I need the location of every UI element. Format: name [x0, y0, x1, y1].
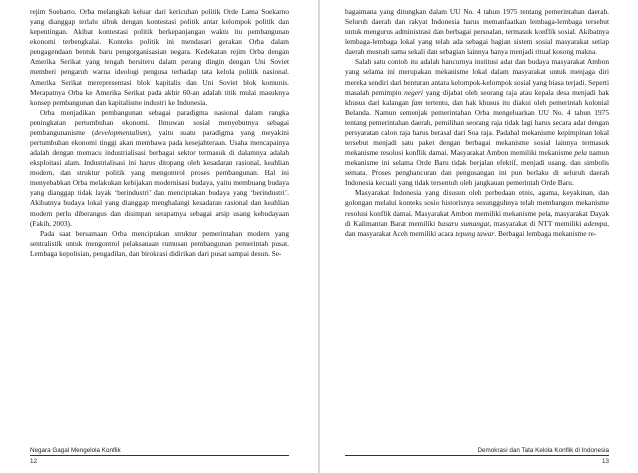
- right-page-number: 13: [601, 458, 609, 465]
- paragraph: [345, 7, 609, 57]
- text-run: , masyarakat di NTT memiliki: [489, 218, 584, 228]
- text-run: Masyarakat Indonesia yang disusun oleh perbedaan etnis, agama, keyakinan, dan golongan melalui konteks sosio historisnya sesungguhnya telah membangun mekanisme resolusi konflik damai. Masyarakat Ambon memiliki mekanisme pela, masyarakat Dayak di Kalimantan Barat memiliki: [345, 188, 609, 228]
- right-running-title: Demokrasi dan Tata Kelola Konflik di Indonesia: [477, 447, 609, 454]
- left-page-number: 12: [30, 458, 38, 465]
- italic-term: pela: [574, 148, 587, 158]
- italic-term: developmentalism: [94, 127, 148, 137]
- italic-term: tepung tawar: [455, 228, 495, 238]
- left-page-body: [30, 7, 289, 259]
- italic-term: fam: [411, 97, 423, 107]
- left-running-title: Negara Gagal Mengelola Konflik: [30, 447, 121, 454]
- text-run: Salah satu contoh itu adalah hancurnya institusi adat dan budaya masyarakat Ambon yang selama ini merupakan mekanisme lokal dalam masyarakat untuk menjaga diri mereka sendiri dari benturan antara kelompok-kelompok sosial yang biasa terjadi. Seperti masalah pemimpin: [345, 57, 609, 97]
- right-page-body: [345, 7, 609, 239]
- text-run: rejim Soeharto. Orba melangkah keluar dari kericuhan politik Orde Lama Soekarno yang dianggap terlalu sibuk dengan kontestasi politik antar kelompok politik dan kepentingan. Akibat kontestasi politik berkepanjangan waktu itu pembangunan ekonomi terbengkalai. Konteks politik ini mendasari gerakan Orba dalam pengagendaan bentuk baru pengorganisasian negara. Kedekatan rejim Orba dengan Amerika Serikat yang tengah bersiteru dalam perang dingin dengan Uni Soviet memberi pengaruh warna ideologi pengusa terhadap tata kelola politik nasional. Amerika Serikat merepresentasi blok kapitalis dan Uni Soviet blok komunis. Merapatnya Orba ke Amerika Serikat pada akhir 60-an adalah titik mulai masuknya konsep pembangunan dan kapitalisme industri ke Indonesia.: [30, 7, 289, 107]
- paragraph: [30, 7, 289, 108]
- left-page: [0, 0, 318, 473]
- paragraph: [345, 188, 609, 238]
- text-run: ), yaitu suatu paradigma yang meyakini pertumbuhan ekonomi tinggi akan membawa pada kesejahteraan. Usaha mencapainya adalah dengan memacu industrialisasi berbagai sektor termasuk di dalamnya adalah eksploitasi alam. Industrialisasi ini harus ditopang oleh kesadaran rasional, keahlian modern, dan struktur politik yang mengontrol proses pembangunan. Hal ini menyebabkan Orba melakukan kebijakan modernisasi budaya, yaitu membuang budaya yang dianggap tidak layak ‘berindustri’ dan menciptakan budaya yang ‘berindustri’. Akibatnya budaya lokal yang dianggap menghalangi kesadaran rasional dan keahlian modern perlu diberangus dan disimpan serapatnya sebagai arsip usang kebudayaan (Fakih, 2003).: [30, 127, 289, 228]
- left-footer-rule: [30, 455, 289, 456]
- right-footer-rule: [345, 455, 609, 456]
- text-run: Orba menjadikan pembangunan sebagai paradigma nasional dalam rangka peningkatan pertumbuhan ekonomi. Ilmuwan sosial menyebutnya sebagai pembangunanisme (: [30, 107, 289, 137]
- text-run: Pada saat bersamaan Orba menciptakan struktur pemerintahan modern yang sentralistik untuk mengontrol pelaksanaan rumusan pembangunan pemerintah pusat. Lembaga kepolisian, pengadilan, dan birokrasi didirikan dari pusat sampai desun. Se-: [30, 228, 289, 258]
- paragraph: [30, 108, 289, 229]
- paragraph: [30, 229, 289, 259]
- text-run: tertentu, dan hak khusus itu diakui oleh pemerintah kolonial Belanda. Namun semenjak pemerintahan Orba mengeluarkan UU No. 4 tahun 1975 tentang pemerintahan daerah, pemilihan seorang raja tidak lagi harus secara adat dengan persyaratan calon raja harus berasal dari Soa raja. Padahal mekanisme kepimpinan lokal tersebut menjadi satu paket dengan berbagai mekanisme sosial lainnya termasuk mekanisme resolusi konflik damai. Masyarakat Ambon memiliki mekanisme: [345, 97, 609, 158]
- right-page: [320, 0, 638, 473]
- text-run: , dan masyarakat Aceh memiliki acara: [345, 218, 609, 238]
- italic-term: basaru sumangat: [437, 218, 490, 228]
- paragraph: [345, 57, 609, 188]
- text-run: . Berbagai lembaga mekanisme re-: [494, 228, 597, 238]
- text-run: yang dijabat oleh seorang raja atau kepala desa menjadi hak khusus dari kalangan: [345, 87, 609, 107]
- text-run: bagaimana yang ditungkan dalam UU No. 4 tahun 1975 tentang pemerintahan daerah. Seluruh daerah dan rakyat Indonesia harus memanfaatkan lembaga-lembaga tersebut untuk mengurus administrasi dan berbagai persoalan, termasuk konflik sosial. Akibatnya lembaga-lembaga lokal yang telah ada sebagai bagian sistem sosial masyarakat setiap daerah musnah sama sekali dan sebagian lainnya hanya menjadi ritual kosong makna.: [345, 7, 609, 57]
- italic-term: adempa: [583, 218, 608, 228]
- text-run: namun mekanisme ini selama Orde Baru tidak berjalan efektif, menjadi usang, dan simbolis semata. Proses penghancuran dan pengusangan ini pun berlaku di seluruh daerah Indonesia kecuali yang tidak tersentuh oleh jangkauan pemerintah Orde Baru.: [345, 148, 609, 188]
- italic-term: negeri: [404, 87, 423, 97]
